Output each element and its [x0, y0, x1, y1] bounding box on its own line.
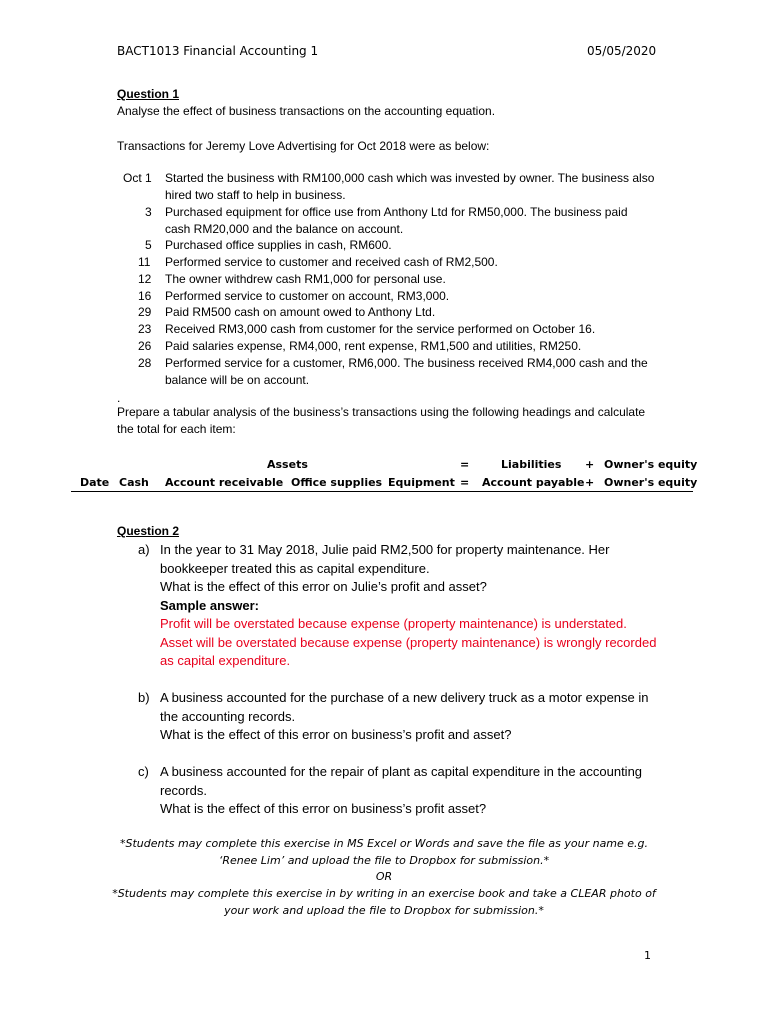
transaction-date: 23 [138, 322, 152, 336]
question-text: In the year to 31 May 2018, Julie paid RM2,500 for property maintenance. Her bookkeeper treated this as capital expenditure. [160, 542, 610, 576]
tabular-instruction: Prepare a tabular analysis of the business’s transactions using the following headings and calculate the total for each item: [117, 405, 646, 436]
transaction-text: Purchased equipment for office use from Anthony Ltd for RM50,000. The business paid cash RM20,000 and the balance on account. [165, 205, 628, 236]
plus-sign: + [585, 458, 595, 471]
page-number: 1 [644, 949, 651, 962]
question-prompt: What is the effect of this error on business’s profit asset? [160, 801, 487, 816]
col-owners-equity: Owner's equity [604, 476, 698, 489]
course-title: BACT1013 Financial Accounting 1 [117, 44, 319, 58]
item-marker: a) [138, 542, 150, 557]
question-text: A business accounted for the purchase of a new delivery truck as a motor expense in the accounting records. [160, 690, 649, 724]
question-2-title: Question 2 [117, 524, 180, 538]
transaction-date: 26 [138, 339, 152, 353]
assets-group-heading: Assets [267, 458, 308, 471]
table-header-rule [71, 491, 693, 492]
transaction-date: 3 [145, 205, 152, 219]
equals-sign: = [460, 458, 470, 471]
transaction-date: 5 [145, 238, 152, 252]
sample-answer-label: Sample answer: [160, 597, 259, 613]
transaction-text: Performed service to customer on account, RM3,000. [165, 289, 450, 303]
col-account-payable: Account payable [482, 476, 585, 489]
transactions-lead: Transactions for Jeremy Love Advertising for Oct 2018 were as below: [117, 139, 490, 153]
transaction-text: Started the business with RM100,000 cash which was invested by owner. The business also hired two staff to help in business. [165, 171, 655, 202]
transaction-date: 29 [138, 305, 152, 319]
document-date: 05/05/2020 [587, 44, 657, 58]
transaction-text: Paid RM500 cash on amount owed to Anthony Ltd. [165, 305, 436, 319]
item-body [160, 763, 660, 819]
submission-note-1: *Students may complete this exercise in MS Excel or Words and save the file as your name e.g. ‘Renee Lim’ and upload the file to Dropbox for submission.* [119, 837, 649, 867]
submission-or: OR [375, 870, 393, 883]
submission-note-2: *Students may complete this exercise in by writing in an exercise book and take a CLEAR photo of your work and upload the file to Dropbox for submission.* [112, 887, 656, 917]
col-equipment: Equipment [388, 476, 455, 489]
stray-dot: . [117, 391, 121, 405]
item-body [160, 541, 660, 671]
question-prompt: What is the effect of this error on business’s profit and asset? [160, 727, 512, 742]
item-marker: c) [138, 764, 149, 779]
question-prompt: What is the effect of this error on Julie’s profit and asset? [160, 579, 487, 594]
col-date: Date [80, 476, 110, 489]
transaction-date: 16 [138, 289, 152, 303]
liabilities-group-heading: Liabilities [501, 458, 562, 471]
col-plus: + [585, 476, 595, 489]
sample-answer-asset: Asset will be overstated because expense (property maintenance) is wrongly recorded as capital expenditure. [160, 634, 657, 668]
transaction-text: Purchased office supplies in cash, RM600. [165, 238, 392, 252]
transaction-date: 28 [138, 356, 152, 370]
question-text: A business accounted for the repair of plant as capital expenditure in the accounting records. [160, 764, 643, 798]
transaction-date: 12 [138, 272, 152, 286]
sample-answer-profit: Profit will be overstated because expense (property maintenance) is understated. [160, 616, 627, 631]
transaction-text: Performed service for a customer, RM6,000. The business received RM4,000 cash and the balance will be on account. [165, 356, 648, 387]
equity-group-heading: Owner's equity [604, 458, 698, 471]
transaction-text: The owner withdrew cash RM1,000 for personal use. [165, 272, 446, 286]
transaction-text: Paid salaries expense, RM4,000, rent expense, RM1,500 and utilities, RM250. [165, 339, 582, 353]
col-cash: Cash [119, 476, 149, 489]
item-body [160, 689, 660, 745]
transaction-date: 11 [138, 255, 151, 269]
question-1-title: Question 1 [117, 87, 180, 101]
question-1-intro: Analyse the effect of business transactions on the accounting equation. [117, 104, 496, 118]
item-marker: b) [138, 690, 150, 705]
transaction-date: Oct 1 [123, 171, 152, 185]
col-equals: = [460, 476, 470, 489]
transaction-text: Received RM3,000 cash from customer for the service performed on October 16. [165, 322, 596, 336]
col-office-supplies: Office supplies [291, 476, 383, 489]
transaction-text: Performed service to customer and received cash of RM2,500. [165, 255, 498, 269]
col-account-receivable: Account receivable [165, 476, 284, 489]
